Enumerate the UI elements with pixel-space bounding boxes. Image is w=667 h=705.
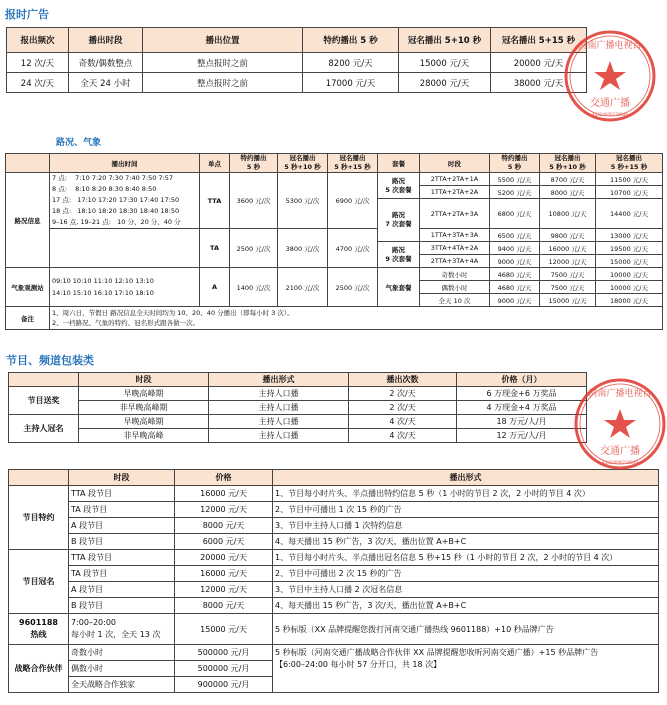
header-cell: 冠名播出 5+15 秒 (491, 28, 587, 53)
header-cell: 套餐 (378, 154, 420, 173)
cell: 10700 元/天 (596, 186, 663, 199)
cell: 12000 元/天 (540, 255, 596, 268)
cell: 2500 元/次 (230, 229, 278, 268)
cell: 主持人口播 (209, 429, 349, 443)
cell: 偶数小时 (420, 281, 490, 294)
cell: 15000 元/天 (596, 255, 663, 268)
cell: 15000 元/天 (175, 614, 273, 645)
cell: 6500 元/天 (490, 229, 540, 242)
cell: 非早晚高峰期 (79, 401, 209, 415)
cell: 奇数/偶数整点 (69, 53, 143, 73)
cell: 5 秒标版（河南交通广播战略合作伙伴 XX 品牌提醒您收听河南交通广播）+15 秒品牌广告 【6:00–24:00 每小时 57 分开口，共 18 次】 (273, 645, 659, 693)
cell: 3800 元/次 (278, 229, 328, 268)
cell: 6 万现金+6 万奖品 (457, 387, 587, 401)
header-cell: 特约播出 5 秒 (303, 28, 399, 53)
header-cell: 播出形式 (273, 470, 659, 486)
cell: 12 万元/人/月 (457, 429, 587, 443)
cell: A 段节目 (69, 518, 175, 534)
table-row (9, 598, 659, 614)
cell: 全天 10 次 (420, 294, 490, 307)
cell: 13000 元/天 (596, 229, 663, 242)
cell: 早晚高峰期 (79, 415, 209, 429)
table-row (9, 502, 659, 518)
cell: TA (200, 229, 230, 268)
header-empty (9, 470, 69, 486)
header-cell: 报出频次 (7, 28, 69, 53)
cell: 38000 元/天 (491, 73, 587, 93)
table-row (9, 415, 587, 429)
table-row (9, 486, 659, 502)
road-weather-table (5, 153, 663, 330)
cell: 15000 元/天 (540, 294, 596, 307)
table-row (9, 429, 587, 443)
header-cell: 时段 (69, 470, 175, 486)
table-row (9, 387, 587, 401)
cell: 11500 元/天 (596, 173, 663, 186)
seal-text-bottom: 交通广播 (600, 446, 640, 457)
table-header-row (9, 373, 587, 387)
cell: 全天战略合作独家 (69, 677, 175, 693)
package-name: 路况 5 次套餐 (378, 173, 420, 199)
cell: 900000 元/月 (175, 677, 273, 693)
cell: TA 段节目 (69, 502, 175, 518)
header-cell: 时段 (79, 373, 209, 387)
cell: 5500 元/天 (490, 173, 540, 186)
table-row (9, 401, 587, 415)
cell: 4、每天播出 15 秒广告，3 次/天，播出位置 A+B+C (273, 534, 659, 550)
table-row (7, 53, 587, 73)
cell: 15000 元/天 (399, 53, 491, 73)
package-name: 路况 7 次套餐 (378, 199, 420, 242)
cell: 2TTA+3TA+4A (420, 255, 490, 268)
cell: 8200 元/天 (303, 53, 399, 73)
notes-label: 备注 (6, 307, 50, 330)
header-cell: 特约播出 5 秒 (230, 154, 278, 173)
cell: 7:00–20:00 每小时 1 次，全天 13 次 (69, 614, 175, 645)
header-cell: 播出形式 (209, 373, 349, 387)
cell: 4 次/天 (349, 415, 457, 429)
cell: 2100 元/次 (278, 268, 328, 307)
table-row (7, 73, 587, 93)
cell: 9800 元/天 (540, 229, 596, 242)
cell: 19500 元/天 (596, 242, 663, 255)
cell: 1、节目每小时片头、半点播出特约信息 5 秒（1 小时的节目 2 次，2 小时的节目 4 次） (273, 486, 659, 502)
cell: 4680 元/天 (490, 281, 540, 294)
header-cell: 播出时段 (69, 28, 143, 53)
cell: 偶数小时 (69, 661, 175, 677)
cell: 2 次/天 (349, 387, 457, 401)
cell: 主持人口播 (209, 387, 349, 401)
cell: 16000 元/天 (175, 486, 273, 502)
weather-times: 09:10 10:10 11:10 12:10 13:10 14:10 15:10 16:10 17:10 18:10 (50, 268, 200, 307)
cell: 14400 元/天 (596, 199, 663, 229)
cell: 2TTA+2TA+3A (420, 199, 490, 229)
header-empty (9, 373, 79, 387)
cell: 3600 元/次 (230, 173, 278, 229)
cell: 16000 元/天 (540, 242, 596, 255)
cell: 9000 元/天 (490, 255, 540, 268)
table-row (6, 268, 663, 281)
sponsorship-table (8, 469, 659, 693)
package-name: 气象套餐 (378, 268, 420, 307)
cell: TTA 段节目 (69, 486, 175, 502)
header-cell: 冠名播出 5 秒+10 秒 (278, 154, 328, 173)
cell: 5 秒标版（XX 品牌提醒您拨打河南交通广播热线 9601188）+10 秒品牌广告 (273, 614, 659, 645)
header-cell: 价格（月） (457, 373, 587, 387)
cell: 9000 元/天 (490, 294, 540, 307)
header-cell: 单点 (200, 154, 230, 173)
header-cell: 冠名播出 5 秒+10 秒 (540, 154, 596, 173)
cell: 2TTA+2TA+1A (420, 173, 490, 186)
table-row (9, 550, 659, 566)
cell: 整点报时之前 (143, 73, 303, 93)
road-times: 7 点: 7:10 7:20 7:30 7:40 7:50 7:57 8 点: 8:10 8:20 8:30 8:40 8:50 17 点: 17:10 17:20 17:30 17:40 17:50 18 点: 18:10 18:20 18:30 18:40 18:50 9–16 点, 19–21 点: 10 分、20 分、40 分 (50, 173, 200, 229)
weather-label: 气象观测站 (6, 268, 50, 307)
program-packaging-table (8, 372, 587, 443)
cell: A (200, 268, 230, 307)
cell: 2、节目中可播出 2 次 15 秒的广告 (273, 566, 659, 582)
cell: 早晚高峰期 (79, 387, 209, 401)
cell: 7500 元/天 (540, 281, 596, 294)
group-label: 9601188 热线 (9, 614, 69, 645)
cell: 500000 元/月 (175, 645, 273, 661)
cell: 3TTA+4TA+2A (420, 242, 490, 255)
seal-text-top: 河南广播电视台 (578, 41, 642, 51)
cell: 6800 元/天 (490, 199, 540, 229)
cell: 20000 元/天 (175, 550, 273, 566)
cell: B 段节目 (69, 534, 175, 550)
notes-row (6, 307, 663, 330)
cell: 10000 元/天 (596, 268, 663, 281)
cell: 4700 元/次 (328, 229, 378, 268)
section-title-road-weather: 路况、气象 (56, 138, 102, 148)
section-title-program-packaging: 节目、频道包装类 (6, 354, 94, 367)
cell: 10000 元/天 (596, 281, 663, 294)
cell: 9400 元/天 (490, 242, 540, 255)
cell: 5300 元/次 (278, 173, 328, 229)
cell: 主持人口播 (209, 401, 349, 415)
notes-text: 1、周六日、节假日 路况信息全天时间均为 10、20、40 分播出（即每小时 3 次）。 2、一档路况、气象的特约、冠名形式跟各做一次。 (50, 307, 663, 330)
header-cell: 时段 (420, 154, 490, 173)
cell: 非早晚高峰 (79, 429, 209, 443)
cell: 5200 元/天 (490, 186, 540, 199)
group-label: 战略合作伙伴 (9, 645, 69, 693)
seal-text-bottom: 交通广播 (590, 98, 630, 109)
cell: 20000 元/天 (491, 53, 587, 73)
group-label: 节目特约 (9, 486, 69, 550)
cell: 整点报时之前 (143, 53, 303, 73)
cell: 1400 元/次 (230, 268, 278, 307)
cell: 12000 元/天 (175, 582, 273, 598)
table-row (6, 229, 663, 242)
header-cell: 播出次数 (349, 373, 457, 387)
cell: 7500 元/天 (540, 268, 596, 281)
cell: 18 万元/人/月 (457, 415, 587, 429)
table-row (6, 173, 663, 186)
table-header-row (9, 470, 659, 486)
cell: 全天 24 小时 (69, 73, 143, 93)
cell: 8000 元/天 (175, 518, 273, 534)
seal-number: 41010000230849 (602, 460, 638, 465)
header-cell: 特约播出 5 秒 (490, 154, 540, 173)
cell: 2、节目中可播出 1 次 15 秒的广告 (273, 502, 659, 518)
cell: TTA (200, 173, 230, 229)
road-times-spacer (50, 229, 200, 268)
cell: 6000 元/天 (175, 534, 273, 550)
cell: 4 万现金+4 万奖品 (457, 401, 587, 415)
package-name: 路况 9 次套餐 (378, 242, 420, 268)
cell: 2 次/天 (349, 401, 457, 415)
cell: 4、每天播出 15 秒广告，3 次/天，播出位置 A+B+C (273, 598, 659, 614)
cell: 3、节目中主持人口播 2 次冠名信息 (273, 582, 659, 598)
time-ads-table (6, 27, 587, 93)
cell: 3、节目中主持人口播 1 次特约信息 (273, 518, 659, 534)
cell: 12000 元/天 (175, 502, 273, 518)
header-cell: 价格 (175, 470, 273, 486)
section-title-time-ads: 报时广告 (5, 8, 49, 21)
cell: 4680 元/天 (490, 268, 540, 281)
cell: B 段节目 (69, 598, 175, 614)
cell: 18000 元/天 (596, 294, 663, 307)
header-cell: 播出位置 (143, 28, 303, 53)
header-cell: 冠名播出 5 秒+15 秒 (596, 154, 663, 173)
table-row (9, 645, 659, 661)
cell: 8700 元/天 (540, 173, 596, 186)
cell: 24 次/天 (7, 73, 69, 93)
table-header-row (7, 28, 587, 53)
group-label: 节目冠名 (9, 550, 69, 614)
cell: 2500 元/次 (328, 268, 378, 307)
header-cell: 冠名播出 5+10 秒 (399, 28, 491, 53)
cell: 1TTA+2TA+2A (420, 186, 490, 199)
group-label: 节目送奖 (9, 387, 79, 415)
cell: 28000 元/天 (399, 73, 491, 93)
cell: A 段节目 (69, 582, 175, 598)
cell: TTA 段节目 (69, 550, 175, 566)
group-label: 主持人冠名 (9, 415, 79, 443)
table-row (9, 518, 659, 534)
table-row (9, 534, 659, 550)
road-label: 路况信息 (6, 173, 50, 268)
cell: 17000 元/天 (303, 73, 399, 93)
header-empty (6, 154, 50, 173)
cell: 1、节目每小时片头、半点播出冠名信息 5 秒+15 秒（1 小时的节目 2 次，2 小时的节目 4 次） (273, 550, 659, 566)
table-row (9, 614, 659, 645)
cell: 10800 元/天 (540, 199, 596, 229)
cell: 4 次/天 (349, 429, 457, 443)
cell: TA 段节目 (69, 566, 175, 582)
cell: 奇数小时 (420, 268, 490, 281)
cell: 16000 元/天 (175, 566, 273, 582)
seal-text-top: 河南广播电视台 (588, 389, 652, 399)
cell: 12 次/天 (7, 53, 69, 73)
header-cell: 冠名播出 5 秒+15 秒 (328, 154, 378, 173)
cell: 奇数小时 (69, 645, 175, 661)
cell: 主持人口播 (209, 415, 349, 429)
cell: 6900 元/次 (328, 173, 378, 229)
cell: 8000 元/天 (175, 598, 273, 614)
seal-number: 41010000230849 (592, 112, 628, 117)
table-row (9, 566, 659, 582)
table-header-row (6, 154, 663, 173)
header-cell: 播出时间 (50, 154, 200, 173)
cell: 8000 元/天 (540, 186, 596, 199)
table-row (9, 582, 659, 598)
cell: 1TTA+3TA+3A (420, 229, 490, 242)
cell: 500000 元/月 (175, 661, 273, 677)
